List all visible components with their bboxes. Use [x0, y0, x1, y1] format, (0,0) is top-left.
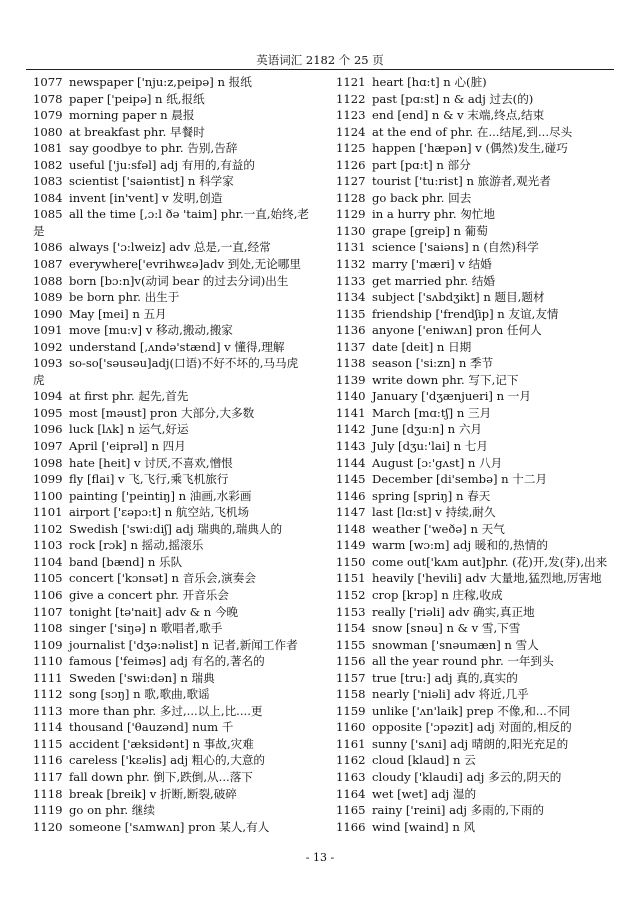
vocab-entry	[33, 786, 338, 803]
entry-text: January ['dʒænjueri] n 一月	[372, 389, 531, 404]
entry-number: 1088	[33, 273, 63, 288]
vocab-entry	[336, 455, 632, 472]
vocab-entry	[33, 604, 338, 621]
entry-text: cloudy ['klaudi] adj 多云的,阴天的	[372, 769, 562, 784]
vocab-entry	[33, 686, 338, 703]
vocab-entry	[336, 289, 632, 306]
entry-text: most [məust] pron 大部分,大多数	[69, 405, 255, 420]
entry-number: 1123	[336, 108, 366, 123]
entry-number: 1096	[33, 422, 63, 437]
entry-text: get married phr. 结婚	[372, 273, 496, 288]
vocab-entry	[33, 306, 338, 323]
entry-text: band [bænd] n 乐队	[69, 554, 183, 569]
entry-number: 1118	[33, 786, 63, 801]
vocab-entry	[33, 471, 338, 488]
vocab-entry	[336, 802, 632, 819]
entry-number: 1110	[33, 654, 63, 669]
vocab-entry	[33, 620, 338, 637]
vocab-entry	[336, 157, 632, 174]
entry-text: science ['saiəns] n (自然)科学	[372, 240, 539, 255]
entry-text: tourist ['tu:rist] n 旅游者,观光者	[372, 174, 551, 189]
entry-text: move [mu:v] v 移动,搬动,搬家	[69, 323, 233, 338]
entry-text: spring [spriŋ] n 春天	[372, 488, 491, 503]
vocab-entry	[336, 620, 632, 637]
entry-number: 1148	[336, 521, 366, 536]
vocab-entry	[33, 670, 338, 687]
entry-number: 1127	[336, 174, 366, 189]
entry-number: 1080	[33, 124, 63, 139]
vocab-entry	[33, 289, 338, 306]
entry-text: marry ['mæri] v 结婚	[372, 257, 492, 272]
vocab-entry	[33, 703, 338, 720]
vocab-entry	[336, 339, 632, 356]
entry-number: 1087	[33, 257, 63, 272]
entry-number: 1130	[336, 223, 366, 238]
entry-number: 1166	[336, 819, 366, 834]
entry-number: 1122	[336, 91, 366, 106]
entry-number: 1095	[33, 405, 63, 420]
entry-text: understand [,ʌndə'stænd] v 懂得,理解	[69, 339, 285, 354]
entry-text: accident ['æksidənt] n 事故,灾难	[69, 736, 254, 751]
vocab-entry	[33, 273, 338, 290]
entry-number: 1106	[33, 587, 63, 602]
entry-number: 1146	[336, 488, 366, 503]
vocab-entry	[33, 239, 338, 256]
entry-number: 1111	[33, 670, 63, 685]
entry-number: 1089	[33, 290, 63, 305]
entry-number: 1105	[33, 571, 63, 586]
entry-number: 1142	[336, 422, 366, 437]
entry-text: December [di'sembə] n 十二月	[372, 472, 548, 487]
vocab-entry	[336, 355, 632, 372]
entry-number: 1164	[336, 786, 366, 801]
entry-text: hate [heit] v 讨厌,不喜欢,憎恨	[69, 455, 233, 470]
vocab-entry	[33, 537, 338, 554]
entry-text: Swedish ['swi:diʃ] adj 瑞典的,瑞典人的	[69, 521, 283, 536]
vocab-entry	[33, 455, 338, 472]
entry-text: grape [greip] n 葡萄	[372, 223, 488, 238]
entry-text: famous ['feiməs] adj 有名的,著名的	[69, 654, 265, 669]
vocab-entry	[336, 306, 632, 323]
entry-text: singer ['siŋə] n 歌唱者,歌手	[69, 621, 223, 636]
entry-number: 1135	[336, 306, 366, 321]
vocab-entry	[336, 273, 632, 290]
entry-number: 1109	[33, 637, 63, 652]
vocab-entry	[33, 488, 338, 505]
entry-text: fly [flai] v 飞,飞行,乘飞机旅行	[69, 472, 229, 487]
entry-text: snowman ['snəumæn] n 雪人	[372, 637, 539, 652]
entry-number: 1084	[33, 190, 63, 205]
entry-number: 1114	[33, 720, 63, 735]
vocab-entry	[336, 239, 632, 256]
entry-text: opposite ['ɔpəzit] adj 对面的,相反的	[372, 720, 572, 735]
entry-text: July [dʒu:'lai] n 七月	[372, 439, 488, 454]
vocab-entry	[336, 703, 632, 720]
entry-text: sunny ['sʌni] adj 晴朗的,阳光充足的	[372, 736, 569, 751]
entry-number: 1129	[336, 207, 366, 222]
vocab-entry	[33, 124, 338, 141]
entry-number: 1139	[336, 372, 366, 387]
entry-text: rainy ['reini] adj 多雨的,下雨的	[372, 803, 544, 818]
vocab-entry	[33, 554, 338, 571]
entry-number: 1103	[33, 538, 63, 553]
vocab-entry	[336, 752, 632, 769]
entry-number: 1165	[336, 803, 366, 818]
entry-number: 1149	[336, 538, 366, 553]
vocab-entry	[336, 587, 632, 604]
entry-text: warm [wɔ:m] adj 暖和的,热情的	[372, 538, 548, 553]
entry-text: all the time [,ɔ:l ðə 'taim] phr.一直,始终,老	[69, 207, 309, 222]
header-rule	[26, 69, 614, 70]
vocab-entry	[33, 256, 338, 273]
entry-number: 1145	[336, 472, 366, 487]
vocab-entry	[336, 488, 632, 505]
entry-text: happen ['hæpən] v (偶然)发生,碰巧	[372, 141, 568, 156]
entry-text: tonight [tə'nait] adv & n 今晚	[69, 604, 239, 619]
entry-text: really ['riəli] adv 确实,真正地	[372, 604, 535, 619]
vocab-entry	[336, 256, 632, 273]
entry-number: 1102	[33, 521, 63, 536]
left-column	[33, 74, 338, 835]
entry-number: 1112	[33, 687, 63, 702]
entry-text: March [mɑ:tʃ] n 三月	[372, 405, 492, 420]
entry-number: 1158	[336, 687, 366, 702]
entry-text: be born phr. 出生于	[69, 290, 180, 305]
entry-text: fall down phr. 倒下,跌倒,从...落下	[69, 769, 253, 784]
vocab-entry	[33, 752, 338, 769]
entry-text: April ['eiprəl] n 四月	[69, 439, 186, 454]
entry-text: subject ['sʌbdʒikt] n 题目,题材	[372, 290, 545, 305]
entry-number: 1078	[33, 91, 63, 106]
vocab-entry	[336, 637, 632, 654]
entry-number: 1120	[33, 819, 63, 834]
vocab-entry	[33, 769, 338, 786]
entry-text: date [deit] n 日期	[372, 339, 472, 354]
vocab-entry	[33, 736, 338, 753]
entry-number: 1126	[336, 157, 366, 172]
entry-text: painting ['peintiŋ] n 油画,水彩画	[69, 488, 252, 503]
vocab-entry	[336, 686, 632, 703]
entry-number: 1107	[33, 604, 63, 619]
vocab-entry	[336, 421, 632, 438]
entry-text: scientist ['saiəntist] n 科学家	[69, 174, 234, 189]
entry-text: go on phr. 继续	[69, 803, 155, 818]
entry-text: heavily ['hevili] adv 大量地,猛烈地,厉害地	[372, 571, 602, 586]
entry-text: friendship ['frendʃip] n 友谊,友情	[372, 306, 559, 321]
vocab-entry	[33, 140, 338, 157]
vocab-entry	[336, 769, 632, 786]
vocab-entry	[33, 388, 338, 405]
entry-text: past [pɑ:st] n & adj 过去(的)	[372, 91, 534, 106]
vocab-entry	[33, 157, 338, 174]
entry-number: 1128	[336, 190, 366, 205]
vocab-entry	[33, 322, 338, 339]
entry-number: 1121	[336, 75, 366, 89]
page-number: - 13 -	[305, 851, 335, 864]
entry-number: 1094	[33, 389, 63, 404]
entry-number: 1116	[33, 753, 63, 768]
vocab-entry	[336, 438, 632, 455]
vocab-entry	[336, 388, 632, 405]
entry-number: 1091	[33, 323, 63, 338]
vocab-entry	[336, 819, 632, 836]
vocab-entry	[33, 190, 338, 207]
entry-text: weather ['weðə] n 天气	[372, 521, 505, 536]
entry-number: 1147	[336, 505, 366, 520]
entry-text: so-so['səusəu]adj(口语)不好不坏的,马马虎	[69, 356, 299, 371]
vocab-entry	[33, 405, 338, 422]
vocab-entry	[33, 74, 338, 91]
vocab-entry	[336, 372, 632, 389]
entry-text: someone ['sʌmwʌn] pron 某人,有人	[69, 819, 270, 834]
entry-number: 1138	[336, 356, 366, 371]
entry-text: in a hurry phr. 匆忙地	[372, 207, 496, 222]
entry-number: 1134	[336, 290, 366, 305]
entry-number: 1136	[336, 323, 366, 338]
entry-number: 1144	[336, 455, 366, 470]
entry-number: 1155	[336, 637, 366, 652]
entry-text: careless ['kεəlis] adj 粗心的,大意的	[69, 753, 266, 768]
entry-text: paper ['peipə] n 纸,报纸	[69, 91, 205, 106]
vocab-entry	[33, 504, 338, 521]
entry-number: 1150	[336, 554, 366, 569]
entry-text: unlike ['ʌn'laik] prep 不像,和...不同	[372, 703, 571, 718]
entry-text: all the year round phr. 一年到头	[372, 654, 554, 669]
entry-number: 1113	[33, 703, 63, 718]
entry-text: come out['kʌm aut]phr. (花)开,发(芽),出来	[372, 554, 608, 569]
entry-number: 1077	[33, 75, 63, 89]
entry-number: 1092	[33, 339, 63, 354]
entry-number: 1115	[33, 736, 63, 751]
entry-text: write down phr. 写下,记下	[372, 372, 519, 387]
vocab-entry	[336, 91, 632, 108]
vocab-entry	[33, 819, 338, 836]
entry-text: thousand ['θauzənd] num 千	[69, 720, 234, 735]
entry-number: 1159	[336, 703, 366, 718]
entry-text: part [pɑ:t] n 部分	[372, 157, 471, 172]
entry-text: end [end] n & v 末端,终点,结束	[372, 108, 545, 123]
vocab-entry	[336, 537, 632, 554]
entry-number: 1160	[336, 720, 366, 735]
entry-text: everywhere['evrihwεə]adv 到处,无论哪里	[69, 257, 301, 272]
entry-text: at breakfast phr. 早餐时	[69, 124, 205, 139]
entry-number: 1151	[336, 571, 366, 586]
entry-text: useful ['ju:sfəl] adj 有用的,有益的	[69, 157, 255, 172]
entry-number: 1152	[336, 587, 366, 602]
entry-number: 1133	[336, 273, 366, 288]
entry-number: 1082	[33, 157, 63, 172]
entry-text: luck [lʌk] n 运气,好运	[69, 422, 189, 437]
entry-number: 1137	[336, 339, 366, 354]
vocab-entry	[33, 339, 338, 356]
entry-continuation: 是	[33, 223, 45, 238]
entry-text: anyone ['eniwʌn] pron 任何人	[372, 323, 542, 338]
entry-number: 1097	[33, 439, 63, 454]
entry-number: 1162	[336, 753, 366, 768]
entry-text: season ['si:zn] n 季节	[372, 356, 494, 371]
entry-text: give a concert phr. 开音乐会	[69, 587, 229, 602]
vocab-entry	[336, 124, 632, 141]
vocab-entry	[336, 190, 632, 207]
entry-number: 1098	[33, 455, 63, 470]
entry-number: 1104	[33, 554, 63, 569]
entry-number: 1085	[33, 207, 63, 222]
entry-text: go back phr. 回去	[372, 190, 472, 205]
vocab-entry	[33, 570, 338, 587]
vocab-entry	[336, 173, 632, 190]
entry-text: heart [hɑ:t] n 心(脏)	[372, 75, 487, 89]
entry-number: 1108	[33, 621, 63, 636]
entry-text: nearly ['niəli] adv 将近,几乎	[372, 687, 529, 702]
vocab-entry	[33, 438, 338, 455]
entry-number: 1079	[33, 108, 63, 123]
entry-text: break [breik] v 折断,断裂,破碎	[69, 786, 237, 801]
entry-number: 1090	[33, 306, 63, 321]
entry-number: 1086	[33, 240, 63, 255]
entry-number: 1140	[336, 389, 366, 404]
vocab-entry	[33, 206, 338, 239]
entry-number: 1131	[336, 240, 366, 255]
entry-number: 1117	[33, 769, 63, 784]
entry-number: 1141	[336, 405, 366, 420]
entry-number: 1119	[33, 803, 63, 818]
vocab-entry	[33, 637, 338, 654]
entry-number: 1093	[33, 356, 63, 371]
entry-number: 1125	[336, 141, 366, 156]
entry-continuation: 虎	[33, 372, 45, 387]
entry-text: May [mei] n 五月	[69, 306, 167, 321]
right-column	[336, 74, 632, 835]
entry-number: 1100	[33, 488, 63, 503]
vocab-entry	[33, 355, 338, 388]
vocab-entry	[336, 570, 632, 587]
entry-number: 1154	[336, 621, 366, 636]
vocab-entry	[336, 504, 632, 521]
entry-text: more than phr. 多过,...以上,比....更	[69, 703, 263, 718]
vocab-entry	[33, 653, 338, 670]
entry-text: rock [rɔk] n 摇动,摇滚乐	[69, 538, 204, 553]
entry-text: born [bɔ:n]v(动词 bear 的过去分词)出生	[69, 273, 289, 288]
vocab-entry	[336, 107, 632, 124]
entry-number: 1143	[336, 439, 366, 454]
entry-text: always ['ɔ:lweiz] adv 总是,一直,经常	[69, 240, 271, 255]
vocab-entry	[33, 107, 338, 124]
entry-number: 1157	[336, 670, 366, 685]
page-header: 英语词汇 2182 个 25 页	[256, 53, 384, 67]
vocab-entry	[33, 421, 338, 438]
vocab-entry	[33, 719, 338, 736]
entry-number: 1083	[33, 174, 63, 189]
vocab-entry	[336, 554, 632, 571]
entry-text: August [ɔ:'gʌst] n 八月	[372, 455, 503, 470]
entry-text: concert ['kɔnsət] n 音乐会,演奏会	[69, 571, 256, 586]
vocab-entry	[336, 223, 632, 240]
entry-text: song [sɔŋ] n 歌,歌曲,歌谣	[69, 687, 210, 702]
vocab-entry	[33, 91, 338, 108]
entry-number: 1132	[336, 257, 366, 272]
entry-number: 1081	[33, 141, 63, 156]
entry-text: newspaper ['nju:z,peipə] n 报纸	[69, 75, 252, 89]
entry-text: invent [in'vent] v 发明,创造	[69, 190, 223, 205]
entry-text: journalist ['dʒə:nəlist] n 记者,新闻工作者	[69, 637, 298, 652]
entry-text: cloud [klaud] n 云	[372, 753, 476, 768]
entry-text: Sweden ['swi:dən] n 瑞典	[69, 670, 215, 685]
entry-number: 1124	[336, 124, 366, 139]
entry-number: 1101	[33, 505, 63, 520]
entry-text: at the end of phr. 在...结尾,到...尽头	[372, 124, 573, 139]
vocab-entry	[336, 206, 632, 223]
entry-text: wet [wet] adj 湿的	[372, 786, 477, 801]
entry-text: snow [snəu] n & v 雪,下雪	[372, 621, 521, 636]
entry-text: wind [waind] n 风	[372, 819, 476, 834]
vocab-entry	[336, 74, 632, 91]
vocab-entry	[336, 405, 632, 422]
vocab-entry	[336, 521, 632, 538]
entry-text: at first phr. 起先,首先	[69, 389, 189, 404]
entry-number: 1161	[336, 736, 366, 751]
vocab-entry	[336, 670, 632, 687]
vocab-entry	[33, 521, 338, 538]
vocab-entry	[33, 802, 338, 819]
entry-number: 1099	[33, 472, 63, 487]
vocab-entry	[336, 786, 632, 803]
vocab-entry	[336, 322, 632, 339]
vocab-entry	[336, 604, 632, 621]
entry-text: say goodbye to phr. 告别,告辞	[69, 141, 238, 156]
vocab-entry	[336, 140, 632, 157]
entry-text: airport ['εəpɔ:t] n 航空站,飞机场	[69, 505, 250, 520]
vocab-entry	[336, 471, 632, 488]
vocab-entry	[33, 587, 338, 604]
entry-text: true [tru:] adj 真的,真实的	[372, 670, 518, 685]
vocab-entry	[336, 653, 632, 670]
entry-number: 1163	[336, 769, 366, 784]
vocab-entry	[33, 173, 338, 190]
vocab-entry	[336, 736, 632, 753]
vocab-entry	[336, 719, 632, 736]
entry-text: June [dʒu:n] n 六月	[372, 422, 483, 437]
entry-number: 1153	[336, 604, 366, 619]
entry-text: last [lɑ:st] v 持续,耐久	[372, 505, 496, 520]
entry-number: 1156	[336, 654, 366, 669]
entry-text: crop [krɔp] n 庄稼,收成	[372, 587, 503, 602]
entry-text: morning paper n 晨报	[69, 108, 195, 123]
